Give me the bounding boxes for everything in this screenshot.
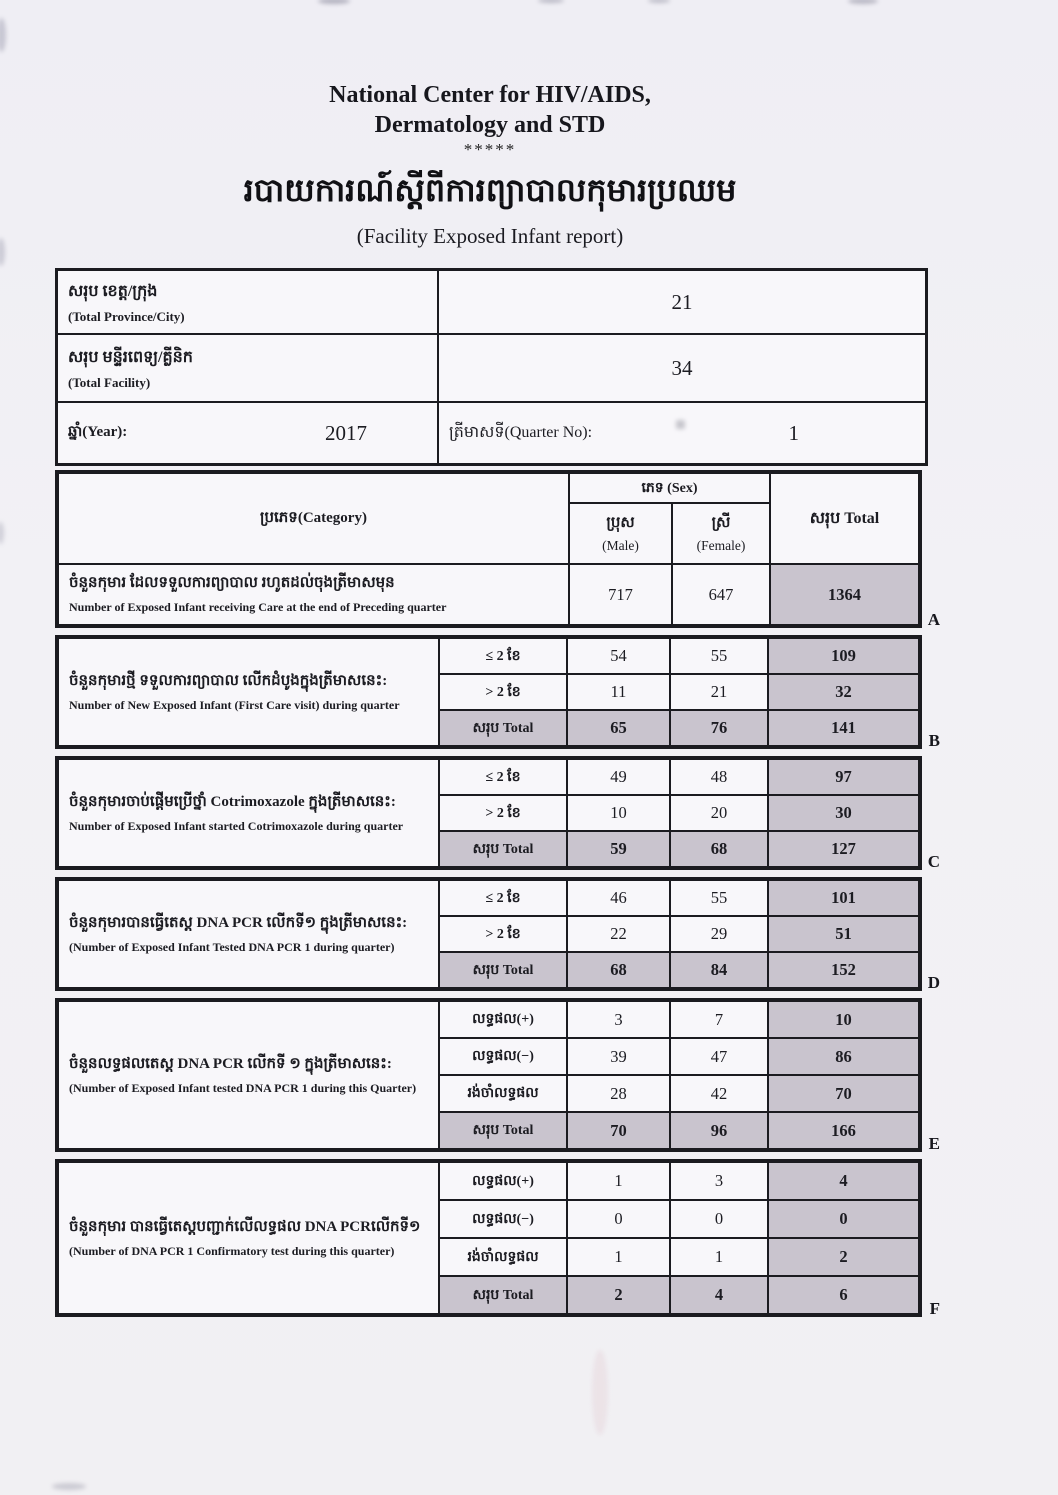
- section-F-row-0-male-value: 1: [567, 1162, 670, 1200]
- section-C-row-0-label: ≤ 2 ខែ: [439, 759, 567, 795]
- section-C-row-2-male-value: 59: [567, 831, 670, 867]
- section-D-row-0-label: ≤ 2 ខែ: [439, 880, 567, 916]
- section-D-row-2-male-value: 68: [567, 952, 670, 988]
- section-F-row-2-total-value: 2: [768, 1238, 919, 1276]
- section-B-row-2-label: សរុប Total: [439, 710, 567, 746]
- scan-smudge: [0, 18, 6, 52]
- section-F-category-label: [58, 1162, 439, 1314]
- report-section-B: [55, 635, 940, 750]
- report-section-A: [55, 470, 940, 629]
- section-F-label-en: (Number of DNA PCR 1 Confirmatory test during this quarter): [69, 1243, 395, 1258]
- report-body: [55, 470, 940, 1318]
- total-province-label: [58, 271, 439, 333]
- report-section-E: [55, 998, 940, 1153]
- document-header: [55, 80, 925, 249]
- section-E-row-1-label: លទ្ធផល(−): [439, 1038, 567, 1075]
- total-province-label-kh: សរុប ខេត្ត/ក្រុង: [68, 282, 158, 300]
- section-E-row-1-total-value: 86: [768, 1038, 919, 1075]
- report-title-khmer: របាយការណ៍ស្តីពីការព្យាបាលកុមារប្រឈម: [243, 172, 737, 208]
- section-F-row-3-male-value: 2: [567, 1276, 670, 1314]
- section-D-label-en: (Number of Exposed Infant Tested DNA PCR 1 during quarter): [69, 939, 395, 954]
- org-name-line1: National Center for HIV/AIDS,: [329, 82, 651, 108]
- section-C-row-0-female-value: 48: [670, 759, 768, 795]
- section-B-row-0-total-value: 109: [768, 638, 919, 674]
- scan-smudge: [592, 1350, 608, 1435]
- section-C-row-2-female-value: 68: [670, 831, 768, 867]
- section-D-row-0-female-value: 55: [670, 880, 768, 916]
- scan-smudge: [848, 0, 878, 4]
- table-row: [58, 401, 925, 463]
- section-F-row-3-female-value: 4: [670, 1276, 768, 1314]
- scan-smudge: [52, 1483, 86, 1490]
- scan-smudge: [0, 238, 5, 266]
- section-A-male-value: 717: [569, 564, 672, 625]
- section-A-label-en: Number of Exposed Infant receiving Care at the end of Preceding quarter: [69, 600, 447, 615]
- section-C-category-label: [58, 759, 439, 867]
- section-C-label-en: Number of Exposed Infant started Cotrimoxazole during quarter: [69, 818, 404, 833]
- section-E-row-2-female-value: 42: [670, 1075, 768, 1112]
- section-E-category-label: [58, 1001, 439, 1149]
- report-section-D: [55, 877, 940, 992]
- section-B-row-1-label: > 2 ខែ: [439, 674, 567, 710]
- table-row: [58, 333, 925, 401]
- section-F-row-0-female-value: 3: [670, 1162, 768, 1200]
- section-E-row-0-label: លទ្ធផល(+): [439, 1001, 567, 1038]
- quarter-cell: [439, 403, 925, 463]
- section-D-row-1-label: > 2 ខែ: [439, 916, 567, 952]
- report-sections: [55, 635, 940, 1318]
- section-B-row-0-label: ≤ 2 ខែ: [439, 638, 567, 674]
- category-column-header: ប្រភេទ(Category): [58, 473, 569, 564]
- total-column-header: សរុប Total: [770, 473, 919, 564]
- section-B-row-2-male-value: 65: [567, 710, 670, 746]
- section-E-row-1-female-value: 47: [670, 1038, 768, 1075]
- section-F-row-0-total-value: 4: [768, 1162, 919, 1200]
- org-name-line2: Dermatology and STD: [374, 112, 606, 138]
- total-province-value: 21: [671, 289, 693, 314]
- section-D-label-kh: ចំនួនកុមារបានធ្វើតេស្ត DNA PCR លើកទី១ ក្នុងត្រីមាសនេះ:: [69, 914, 408, 931]
- report-subtitle: (Facility Exposed Infant report): [356, 223, 624, 248]
- section-letter-E: E: [928, 1134, 940, 1153]
- section-E-row-3-female-value: 96: [670, 1112, 768, 1149]
- section-D-row-1-total-value: 51: [768, 916, 919, 952]
- section-D-row-2-female-value: 84: [670, 952, 768, 988]
- section-F-row-2-male-value: 1: [567, 1238, 670, 1276]
- section-letter-B: B: [928, 731, 940, 750]
- section-E-row-2-male-value: 28: [567, 1075, 670, 1112]
- section-A-label-kh: ចំនួនកុមារ ដែលទទួលការព្យាបាល រហូតដល់ចុងត្រីមាសមុន: [69, 575, 395, 592]
- section-D-row-2-label: សរុប Total: [439, 952, 567, 988]
- section-B-row-0-female-value: 55: [670, 638, 768, 674]
- total-facility-label-kh: សរុប មន្ទីរពេទ្យ/គ្លីនិក: [68, 348, 193, 366]
- section-D-row-2-total-value: 152: [768, 952, 919, 988]
- section-E-row-3-male-value: 70: [567, 1112, 670, 1149]
- section-E-row-3-label: សរុប Total: [439, 1112, 567, 1149]
- section-B-row-2-total-value: 141: [768, 710, 919, 746]
- scan-smudge: [0, 522, 4, 544]
- section-F-row-1-male-value: 0: [567, 1200, 670, 1238]
- female-header-kh: ស្រី: [711, 515, 731, 531]
- section-E-row-2-total-value: 70: [768, 1075, 919, 1112]
- section-C-row-1-total-value: 30: [768, 795, 919, 831]
- quarter-label: ត្រីមាសទី(Quarter No):: [449, 424, 593, 441]
- report-section-C: [55, 756, 940, 871]
- section-E-row-2-label: រង់ចាំលទ្ធផល: [439, 1075, 567, 1112]
- total-facility-value: 34: [671, 355, 693, 380]
- section-F-row-3-total-value: 6: [768, 1276, 919, 1314]
- section-B-category-label: [58, 638, 439, 746]
- section-B-row-2-female-value: 76: [670, 710, 768, 746]
- section-C-row-0-male-value: 49: [567, 759, 670, 795]
- section-E-label-kh: ចំនួនលទ្ធផលតេស្ត DNA PCR លើកទី ១ ក្នុងត្រីមាសនេះ:: [69, 1055, 392, 1072]
- male-header-en: (Male): [602, 538, 639, 553]
- section-letter-A: A: [927, 610, 940, 629]
- scan-smudge: [318, 0, 350, 4]
- section-B-row-0-male-value: 54: [567, 638, 670, 674]
- section-E-row-3-total-value: 166: [768, 1112, 919, 1149]
- section-C-row-1-female-value: 20: [670, 795, 768, 831]
- male-header-kh: ប្រុស: [606, 515, 635, 531]
- section-F-row-1-female-value: 0: [670, 1200, 768, 1238]
- section-A-female-value: 647: [672, 564, 770, 625]
- section-F-row-1-total-value: 0: [768, 1200, 919, 1238]
- section-B-label-kh: ចំនួនកុមារថ្មី ទទួលការព្យាបាល លើកដំបូងក្នុងត្រីមាសនេះ:: [69, 672, 388, 689]
- section-E-row-0-female-value: 7: [670, 1001, 768, 1038]
- section-C-row-1-male-value: 10: [567, 795, 670, 831]
- section-C-row-0-total-value: 97: [768, 759, 919, 795]
- star-divider: *****: [463, 140, 517, 159]
- section-B-row-1-total-value: 32: [768, 674, 919, 710]
- section-B-row-1-male-value: 11: [567, 674, 670, 710]
- section-C-label-kh: ចំនួនកុមារចាប់ផ្តើមប្រើថ្នាំ Cotrimoxazole ក្នុងត្រីមាសនេះ:: [69, 793, 396, 810]
- scan-smudge: [648, 0, 670, 3]
- total-facility-label: [58, 335, 439, 401]
- section-F-row-2-female-value: 1: [670, 1238, 768, 1276]
- section-E-row-0-male-value: 3: [567, 1001, 670, 1038]
- section-E-label-en: (Number of Exposed Infant tested DNA PCR 1 during this Quarter): [69, 1080, 417, 1095]
- section-F-row-0-label: លទ្ធផល(+): [439, 1162, 567, 1200]
- scan-smudge: [676, 420, 685, 429]
- section-D-row-0-total-value: 101: [768, 880, 919, 916]
- sex-column-header: ភេទ (Sex): [569, 473, 770, 503]
- scan-smudge: [538, 0, 564, 3]
- female-header-en: (Female): [696, 538, 746, 553]
- section-F-row-1-label: លទ្ធផល(−): [439, 1200, 567, 1238]
- total-province-label-en: (Total Province/City): [68, 308, 185, 324]
- female-column-header: [672, 503, 770, 564]
- section-letter-C: C: [927, 852, 940, 871]
- section-A-category-label: [58, 564, 569, 625]
- table-row: [58, 271, 925, 333]
- section-C-row-1-label: > 2 ខែ: [439, 795, 567, 831]
- year-value: 2017: [325, 420, 368, 445]
- section-A-total-value: 1364: [770, 564, 919, 625]
- section-C-row-2-total-value: 127: [768, 831, 919, 867]
- male-column-header: [569, 503, 672, 564]
- section-letter-D: D: [927, 973, 940, 992]
- section-C-row-2-label: សរុប Total: [439, 831, 567, 867]
- section-F-label-kh: ចំនួនកុមារ បានធ្វើតេស្តបញ្ជាក់លើលទ្ធផល DNA PCRលើកទី១: [69, 1218, 421, 1235]
- year-cell: [58, 403, 439, 463]
- section-letter-F: F: [929, 1299, 940, 1318]
- section-D-category-label: [58, 880, 439, 988]
- section-E-row-1-male-value: 39: [567, 1038, 670, 1075]
- total-facility-label-en: (Total Facility): [68, 374, 151, 390]
- quarter-value: 1: [788, 420, 800, 445]
- report-section-F: [55, 1159, 940, 1318]
- section-F-row-2-label: រង់ចាំលទ្ធផល: [439, 1238, 567, 1276]
- summary-table: [55, 268, 928, 466]
- section-D-row-1-female-value: 29: [670, 916, 768, 952]
- year-label: ឆ្នាំ(Year):: [68, 424, 128, 440]
- section-B-label-en: Number of New Exposed Infant (First Care visit) during quarter: [69, 697, 400, 712]
- section-D-row-0-male-value: 46: [567, 880, 670, 916]
- section-F-row-3-label: សរុប Total: [439, 1276, 567, 1314]
- section-E-row-0-total-value: 10: [768, 1001, 919, 1038]
- section-D-row-1-male-value: 22: [567, 916, 670, 952]
- section-B-row-1-female-value: 21: [670, 674, 768, 710]
